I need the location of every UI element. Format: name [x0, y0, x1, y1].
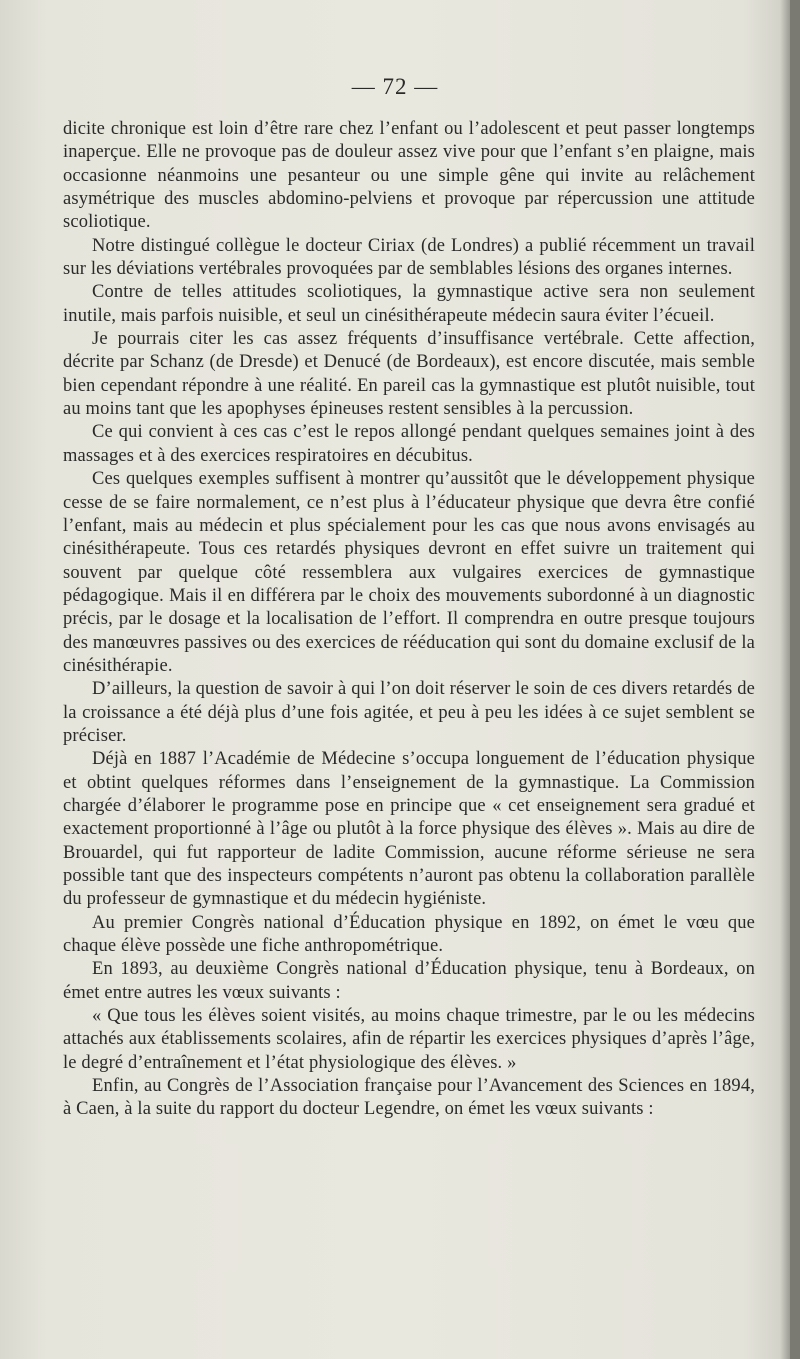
paragraph: Au premier Congrès national d’Éducation physique en 1892, on émet le vœu que chaque élève possède une fiche anthropométrique.: [63, 912, 755, 957]
body-text: [63, 118, 755, 1122]
paragraph: Je pourrais citer les cas assez fréquents d’insuffisance vertébrale. Cette affection, décrite par Schanz (de Dresde) et Denucé (de Bordeaux), est encore discutée, mais semble bien cependant répondre à une réalité. En pareil cas la gymnastique est plutôt nuisible, tout au moins tant que les apophyses épineuses restent sensibles à la percussion.: [63, 329, 755, 420]
paragraph: Enfin, au Congrès de l’Association française pour l’Avancement des Sciences en 1894, à Caen, à la suite du rapport du docteur Legendre, on émet les vœux suivants :: [63, 1076, 755, 1120]
paragraph: D’ailleurs, la question de savoir à qui l’on doit réserver le soin de ces divers retardés de la croissance a été déjà plus d’une fois agitée, et peu à peu les idées à ce sujet semblent se préciser.: [63, 679, 755, 746]
paragraph: dicite chronique est loin d’être rare chez l’enfant ou l’adolescent et peut passer longtemps inaperçue. Elle ne provoque pas de douleur assez vive pour que l’enfant s’en plaigne, mais occasionne néanmoins une pesanteur ou une simple gêne qui invite au relâchement asymétrique des muscles abdomino-pelviens et provoque par répercussion une attitude scoliotique.: [63, 119, 755, 233]
paragraph: Notre distingué collègue le docteur Ciriax (de Londres) a publié récemment un travail sur les déviations vertébrales provoquées par de semblables lésions des organes internes.: [63, 235, 755, 280]
paragraph: Contre de telles attitudes scoliotiques, la gymnastique active sera non seulement inutile, mais parfois nuisible, et seul un cinésithérapeute médecin saura éviter l’écueil.: [63, 282, 755, 326]
paragraph: En 1893, au deuxième Congrès national d’Éducation physique, tenu à Bordeaux, on émet entre autres les vœux suivants :: [63, 959, 755, 1003]
page-edge-shadow: [780, 0, 790, 1359]
paragraph: Ce qui convient à ces cas c’est le repos allongé pendant quelques semaines joint à des massages et à des exercices respiratoires en décubitus.: [63, 422, 755, 466]
paragraph: Ces quelques exemples suffisent à montrer qu’aussitôt que le développement physique cesse de se faire normalement, ce n’est plus à l’éducateur physique que devra être confié l’enfant, mais au médecin et plus spécialement pour les cas que nous avons envisagés au cinésithérapeute. Tous ces retardés physiques devront en effet suivre un traitement qui souvent par quelque côté ressemblera aux vulgaires exercices de gymnastique pédagogique. Mais il en différera par le choix des mouvements subordonné à un diagnostic précis, par le dosage et la localisation de l’effort. Il comprendra en outre presque toujours des manœuvres passives ou des exercices de rééducation qui sont du domaine exclusif de la cinésithérapie.: [63, 469, 755, 676]
paragraph: Déjà en 1887 l’Académie de Médecine s’occupa longuement de l’éducation physique et obtint quelques réformes dans l’enseignement de la gymnastique. La Commission chargée d’élaborer le programme pose en principe que « cet enseignement sera gradué et exactement proportionné à l’âge ou plutôt à la force physique des élèves ». Mais au dire de Brouardel, qui fut rapporteur de ladite Commission, aucune réforme sérieuse ne sera possible tant que des inspecteurs compétents n’auront pas obtenu la collaboration parallèle du professeur de gymnastique et du médecin hygiéniste.: [63, 749, 755, 910]
page-number: — 72 —: [351, 74, 439, 99]
quote-paragraph: « Que tous les élèves soient visités, au moins chaque trimestre, par le ou les médecins attachés aux établissements scolaires, afin de répartir les exercices physiques d’après l’âge, le degré d’entraînement et l’état physiologique des élèves. »: [63, 1006, 755, 1073]
